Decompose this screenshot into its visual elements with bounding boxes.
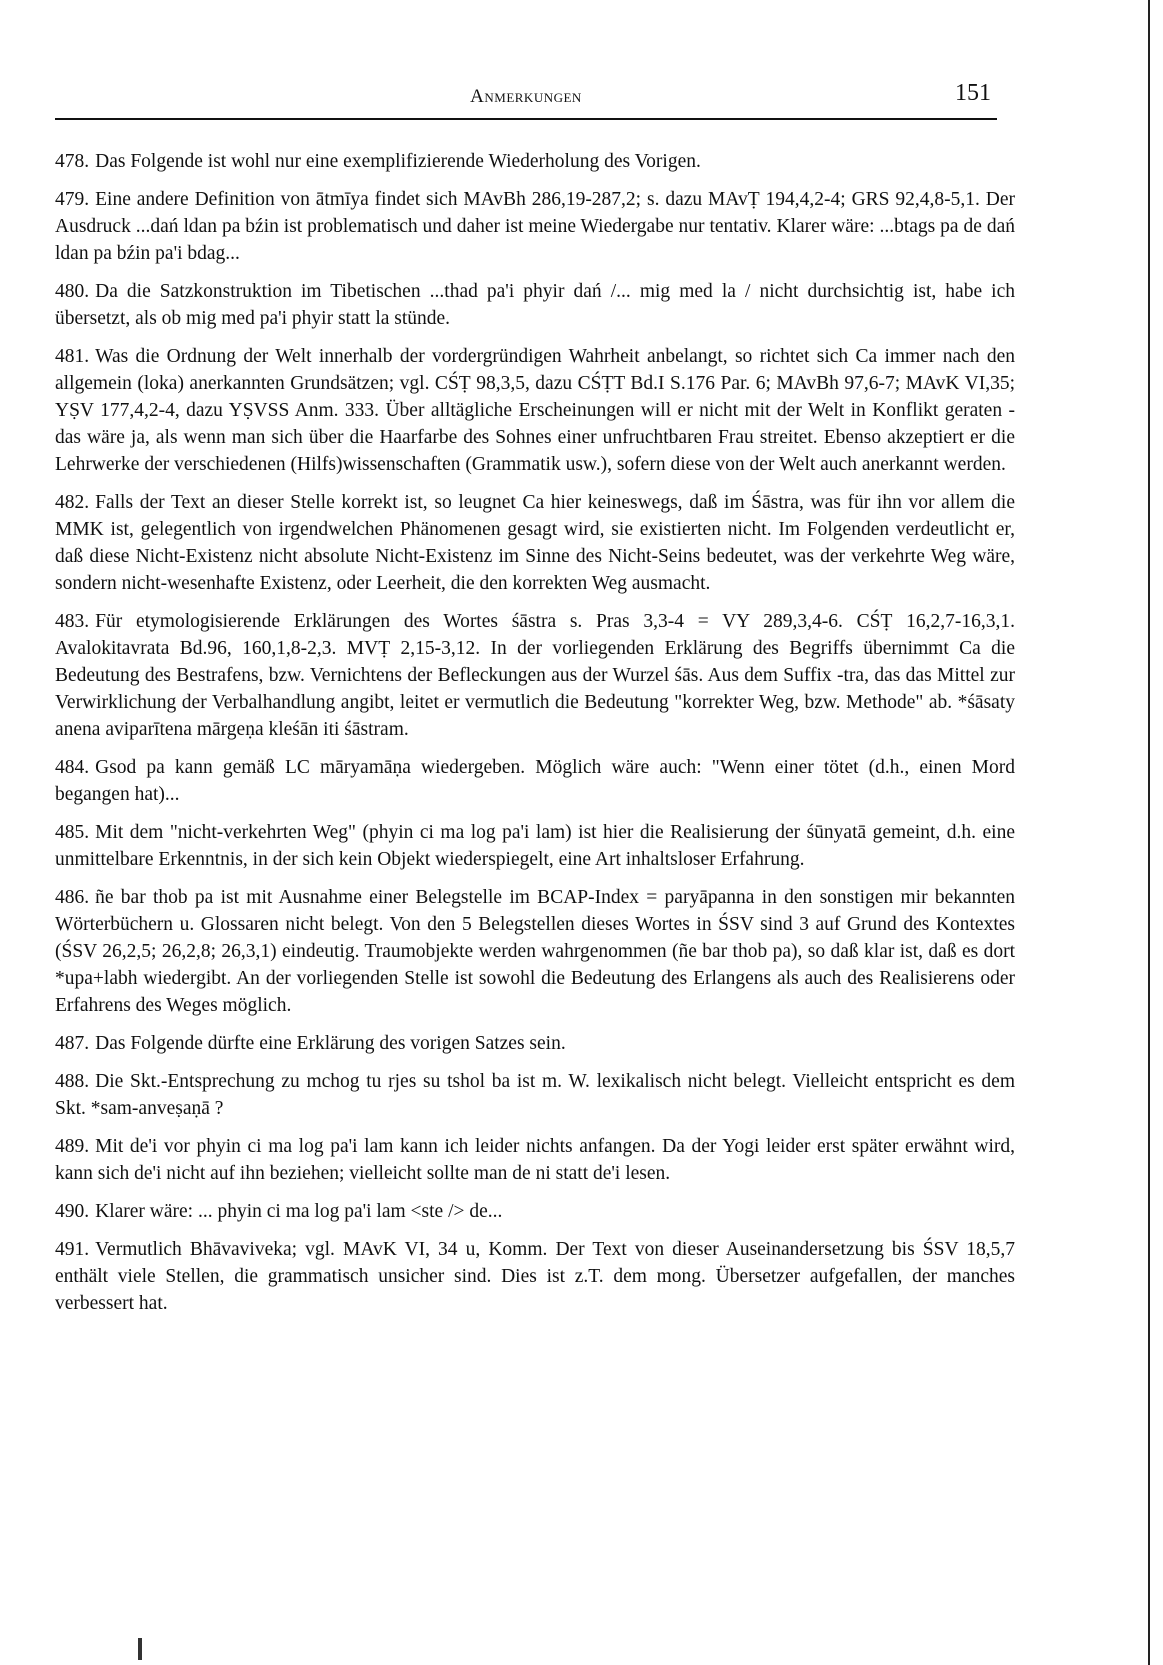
- note-488: [55, 1068, 1015, 1122]
- note-number: 487.: [55, 1033, 90, 1054]
- note-number: 490.: [55, 1201, 90, 1222]
- note-number: 485.: [55, 822, 90, 843]
- note-text: Das Folgende ist wohl nur eine exemplifizierende Wiederholung des Vorigen.: [95, 151, 701, 172]
- note-491: [55, 1236, 1015, 1317]
- note-479: [55, 186, 1015, 267]
- note-text: Falls der Text an dieser Stelle korrekt ist, so leugnet Ca hier keineswegs, daß im Śāstra, was für ihn vor allem die MMK ist, gelegentlich von irgendwelchen Phänomenen gesagt wird, sie existierten nicht. Im Folgenden verdeutlicht er, daß diese Nicht-Existenz nicht absolute Nicht-Existenz im Sinne des Nicht-Seins bedeutet, was der verkehrte Weg wäre, sondern nicht-wesenhafte Existenz, oder Leerheit, die den korrekten Weg ausmacht.: [55, 492, 1015, 594]
- note-text: Mit dem "nicht-verkehrten Weg" (phyin ci ma log pa'i lam) ist hier die Realisierung der śūnyatā gemeint, d.h. eine unmittelbare Erkenntnis, in der sich kein Objekt wiederspiegelt, eine Art inhaltsloser Erfahrung.: [55, 822, 1015, 870]
- note-number: 489.: [55, 1136, 90, 1157]
- note-text: Da die Satzkonstruktion im Tibetischen ...thad pa'i phyir dań /... mig med la / nicht durchsichtig ist, habe ich übersetzt, als ob mig med pa'i phyir statt la stünde.: [55, 281, 1015, 329]
- note-text: Das Folgende dürfte eine Erklärung des vorigen Satzes sein.: [95, 1033, 566, 1054]
- note-483: [55, 608, 1015, 743]
- running-title: Anmerkungen: [470, 86, 582, 107]
- note-484: [55, 754, 1015, 808]
- note-number: 483.: [55, 611, 90, 632]
- note-number: 480.: [55, 281, 90, 302]
- note-489: [55, 1133, 1015, 1187]
- note-487: [55, 1030, 1015, 1057]
- note-number: 488.: [55, 1071, 90, 1092]
- note-481: [55, 343, 1015, 478]
- endnotes-list: [55, 148, 1015, 1328]
- scan-artifact-mark: [138, 1638, 142, 1660]
- note-text: Mit de'i vor phyin ci ma log pa'i lam kann ich leider nichts anfangen. Da der Yogi leider erst später erwähnt wird, kann sich de'i nicht auf ihn beziehen; vielleicht sollte man de ni statt de'i lesen.: [55, 1136, 1015, 1184]
- note-text: Für etymologisierende Erklärungen des Wortes śāstra s. Pras 3,3-4 = VY 289,3,4-6. CŚṬ 16,2,7-16,3,1. Avalokitavrata Bd.96, 160,1,8-2,3. MVṬ 2,15-3,12. In der vorliegenden Erklärung des Begriffs übernimmt Ca die Bedeutung des Bestrafens, bzw. Vernichtens der Befleckungen aus der Wurzel śās. Aus dem Suffix -tra, das das Mittel zur Verwirklichung der Verbalhandlung angibt, leitet er vermutlich die Bedeutung "korrekter Weg, bzw. Methode" ab. *śāsaty anena aviparītena mārgeṇa kleśān iti śāstram.: [55, 611, 1015, 740]
- note-text: Die Skt.-Entsprechung zu mchog tu rjes su tshol ba ist m. W. lexikalisch nicht belegt. Vielleicht entspricht es dem Skt. *sam-anveṣaṇā ?: [55, 1071, 1015, 1119]
- note-text: ñe bar thob pa ist mit Ausnahme einer Belegstelle im BCAP-Index = paryāpanna in den sonstigen mir bekannten Wörterbüchern u. Glossaren nicht belegt. Von den 5 Belegstellen dieses Wortes in ŚSV sind 3 auf Grund des Kontextes (ŚSV 26,2,5; 26,2,8; 26,3,1) eindeutig. Traumobjekte werden wahrgenommen (ñe bar thob pa), so daß klar ist, daß es dort *upa+labh wiedergibt. An der vorliegenden Stelle ist sowohl die Bedeutung des Erlangens als auch des Realisierens oder Erfahrens des Weges möglich.: [55, 887, 1015, 1016]
- note-text: Was die Ordnung der Welt innerhalb der vordergründigen Wahrheit anbelangt, so richtet sich Ca immer nach den allgemein (loka) anerkannten Grundsätzen; vgl. CŚṬ 98,3,5, dazu CŚṬT Bd.I S.176 Par. 6; MAvBh 97,6-7; MAvK VI,35; YṢV 177,4,2-4, dazu YṢVSS Anm. 333. Über alltägliche Erscheinungen will er nicht mit der Welt in Konflikt geraten - das wäre ja, als wenn man sich über die Haarfarbe des Sohnes einer unfruchtbaren Frau streitet. Ebenso akzeptiert er die Lehrwerke der verschiedenen (Hilfs)wissenschaften (Grammatik usw.), sofern diese von der Welt auch anerkannt werden.: [55, 346, 1015, 475]
- note-number: 478.: [55, 151, 90, 172]
- note-number: 479.: [55, 189, 90, 210]
- note-478: [55, 148, 1015, 175]
- note-number: 484.: [55, 757, 90, 778]
- note-480: [55, 278, 1015, 332]
- note-text: Vermutlich Bhāvaviveka; vgl. MAvK VI, 34 u, Komm. Der Text von dieser Auseinandersetzung bis ŚSV 18,5,7 enthält viele Stellen, die grammatisch unsicher sind. Dies ist z.T. dem mong. Übersetzer aufgefallen, der manches verbessert hat.: [55, 1239, 1015, 1314]
- note-number: 491.: [55, 1239, 90, 1260]
- note-number: 486.: [55, 887, 90, 908]
- note-490: [55, 1198, 1015, 1225]
- note-485: [55, 819, 1015, 873]
- running-header: [55, 78, 997, 120]
- note-text: Gsod pa kann gemäß LC māryamāṇa wiedergeben. Möglich wäre auch: "Wenn einer tötet (d.h., einen Mord begangen hat)...: [55, 757, 1015, 805]
- note-number: 482.: [55, 492, 90, 513]
- note-486: [55, 884, 1015, 1019]
- note-number: 481.: [55, 346, 90, 367]
- page-number: 151: [955, 80, 991, 106]
- note-text: Eine andere Definition von ātmīya findet sich MAvBh 286,19-287,2; s. dazu MAvṬ 194,4,2-4; GRS 92,4,8-5,1. Der Ausdruck ...dań ldan pa bźin ist problematisch und daher ist meine Wiedergabe nur tentativ. Klarer wäre: ...btags pa de dań ldan pa bźin pa'i bdag...: [55, 189, 1015, 264]
- page-edge-line: [1148, 0, 1150, 1665]
- note-482: [55, 489, 1015, 597]
- note-text: Klarer wäre: ... phyin ci ma log pa'i lam <ste /> de...: [95, 1201, 503, 1222]
